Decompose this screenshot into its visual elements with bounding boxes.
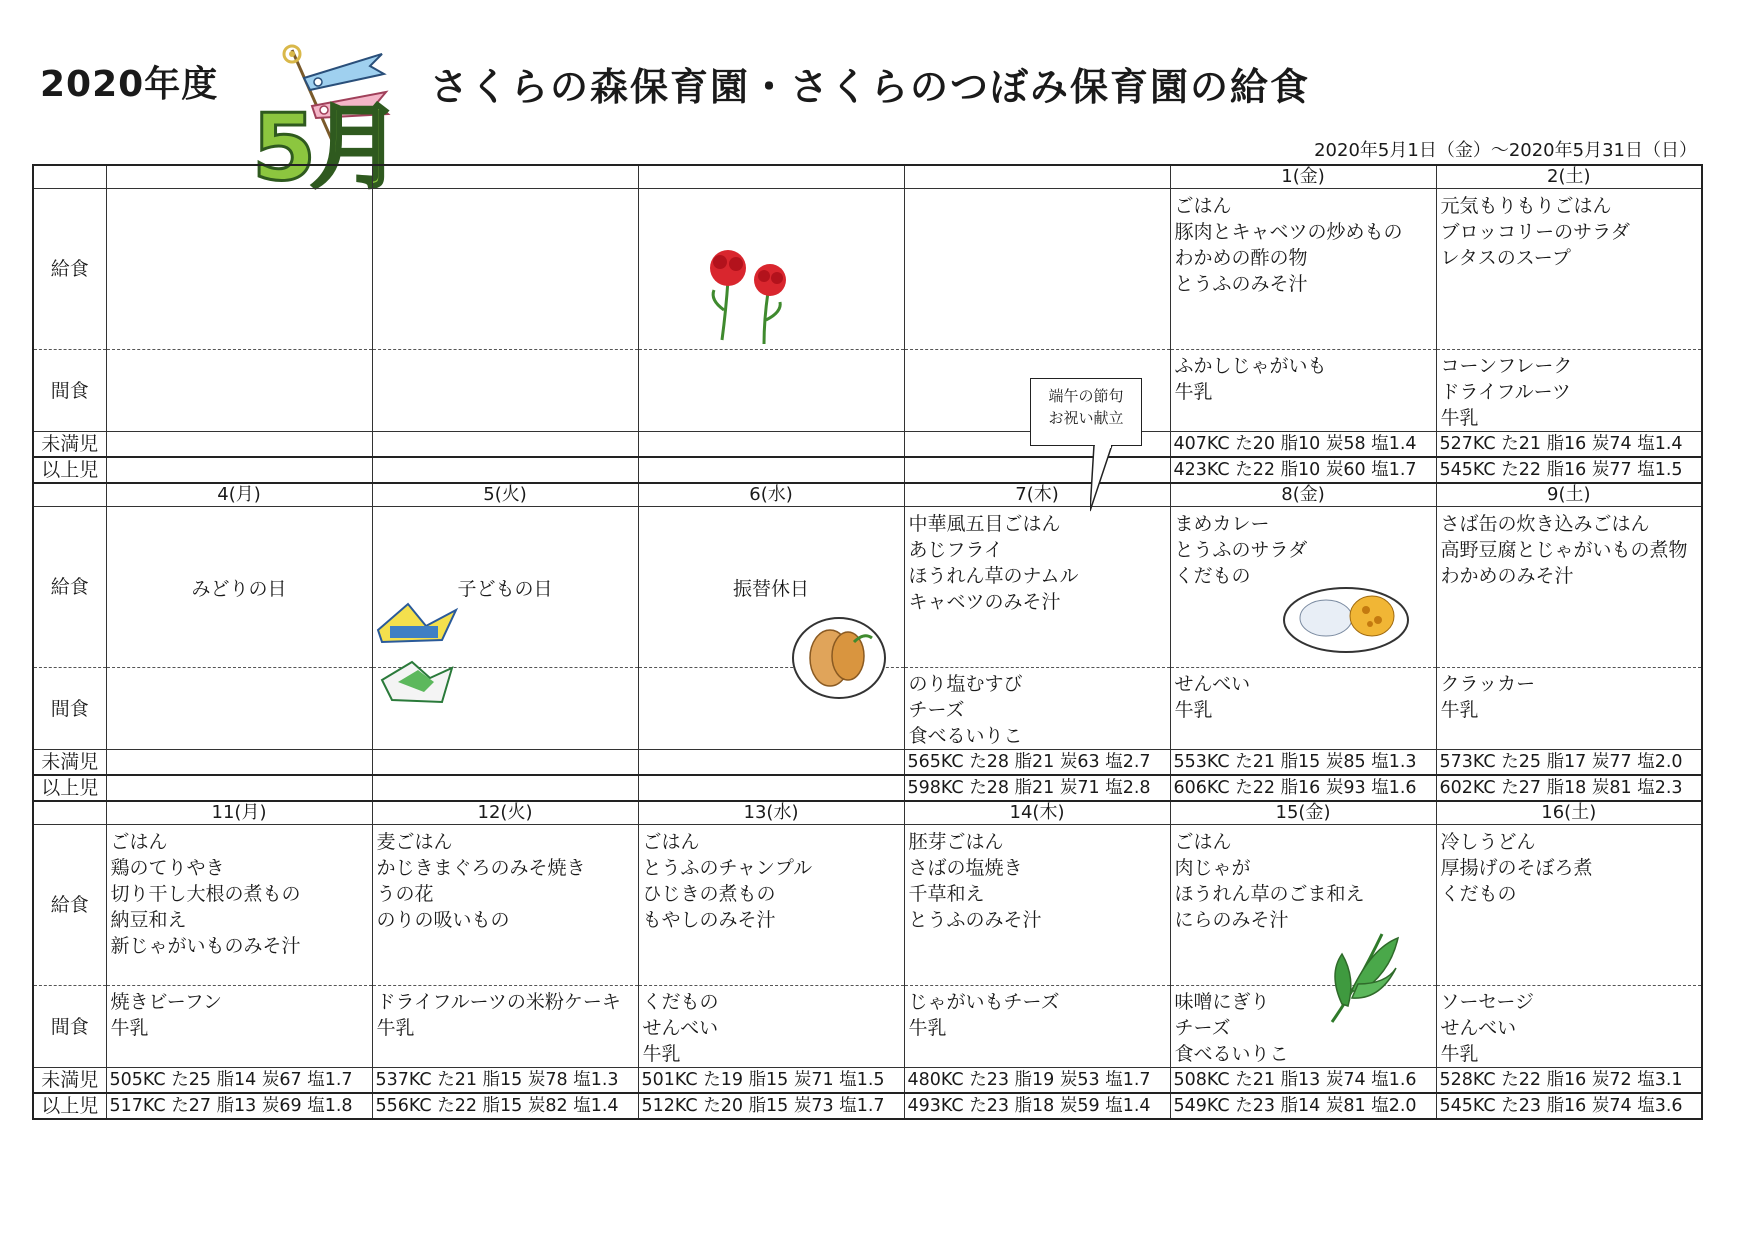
snack-menu-cell: [106, 350, 372, 432]
nutrition-value: 423KC た22 脂10 炭60 塩1.7: [1170, 457, 1436, 483]
nutrition-value: 508KC た21 脂13 炭74 塩1.6: [1170, 1068, 1436, 1094]
lunch-item: にらのみそ汁: [1174, 909, 1289, 931]
label-cell-empty: [33, 165, 106, 189]
lunch-menu-cell: [1170, 189, 1436, 350]
nutrition-value: [106, 432, 372, 458]
nutrition-value: 528KC た22 脂16 炭72 塩3.1: [1436, 1068, 1702, 1094]
spinach-illustration-icon: [1312, 928, 1404, 1026]
lunch-item: まめカレー: [1174, 513, 1270, 535]
snack-item: 味噌にぎり: [1174, 991, 1270, 1013]
lunch-item: ブロッコリーのサラダ: [1440, 221, 1630, 243]
callout-line: 端午の節句: [1048, 387, 1124, 405]
aji-fry-plate-illustration-icon: [790, 612, 888, 702]
holiday-note: みどりの日: [106, 507, 372, 668]
lunch-item: とうふのチャンプル: [642, 857, 813, 879]
snack-item: のり塩むすび: [908, 673, 1023, 695]
lunch-item: くだもの: [1440, 883, 1517, 905]
snack-menu-cell: [372, 350, 638, 432]
snack-row: [33, 986, 1702, 1068]
lunch-item: 納豆和え: [110, 909, 187, 931]
page-title: さくらの森保育園・さくらのつぼみ保育園の給食: [430, 65, 1311, 109]
lunch-item: 千草和え: [908, 883, 985, 905]
row-label-snack: 間食: [33, 986, 106, 1068]
snack-menu-cell: [1436, 986, 1702, 1068]
lunch-item: 切り干し大根の煮もの: [110, 883, 301, 905]
row-label-under: 未満児: [33, 432, 106, 458]
lunch-item: 肉じゃが: [1174, 857, 1251, 879]
snack-item: くだもの: [642, 991, 719, 1013]
holiday-note: 子どもの日: [372, 507, 638, 668]
mame-curry-plate-illustration-icon: [1280, 580, 1412, 656]
row-label-over: 以上児: [33, 1093, 106, 1119]
nutrition-row-under: [33, 432, 1702, 458]
day-date: 8(金): [1170, 483, 1436, 507]
lunch-menu-cell: [106, 825, 372, 986]
day-date: [372, 165, 638, 189]
lunch-item: くだもの: [1174, 565, 1251, 587]
callout-line: お祝い献立: [1048, 409, 1124, 427]
snack-item: 食べるいりこ: [1174, 1043, 1289, 1065]
lunch-row: [33, 825, 1702, 986]
day-date: 11(月): [106, 801, 372, 825]
snack-item: 牛乳: [1440, 407, 1479, 429]
nutrition-value: 556KC た22 脂15 炭82 塩1.4: [372, 1093, 638, 1119]
row-label-over: 以上児: [33, 457, 106, 483]
day-date: [638, 165, 904, 189]
lunch-item: 高野豆腐とじゃがいもの煮物: [1440, 539, 1688, 561]
lunch-item: とうふのみそ汁: [1174, 273, 1308, 295]
lunch-item: 鶏のてりやき: [110, 857, 225, 879]
nutrition-value: 606KC た22 脂16 炭93 塩1.6: [1170, 775, 1436, 801]
nutrition-value: [372, 432, 638, 458]
day-date: 1(金): [1170, 165, 1436, 189]
nutrition-value: [638, 432, 904, 458]
snack-item: せんべい: [1174, 673, 1251, 695]
snack-menu-cell: [638, 986, 904, 1068]
lunch-item: ごはん: [110, 831, 168, 853]
snack-menu-cell: [1170, 350, 1436, 432]
lunch-menu-cell: [106, 189, 372, 350]
lunch-item: とうふのみそ汁: [908, 909, 1042, 931]
snack-item: 牛乳: [1440, 699, 1479, 721]
lunch-item: ほうれん草のごま和え: [1174, 883, 1365, 905]
nutrition-value: 545KC た22 脂16 炭77 塩1.5: [1436, 457, 1702, 483]
lunch-menu-cell: [638, 825, 904, 986]
lunch-item: ほうれん草のナムル: [908, 565, 1079, 587]
lunch-item: キャベツのみそ汁: [908, 591, 1061, 613]
snack-item: じゃがいもチーズ: [908, 991, 1060, 1013]
tango-festival-callout: [1030, 378, 1142, 446]
snack-menu-cell: [1436, 350, 1702, 432]
nutrition-value: 549KC た23 脂14 炭81 塩2.0: [1170, 1093, 1436, 1119]
nutrition-value: 505KC た25 脂14 炭67 塩1.7: [106, 1068, 372, 1094]
day-date: [904, 165, 1170, 189]
snack-item: 牛乳: [376, 1017, 415, 1039]
lunch-menu-cell: [1436, 507, 1702, 668]
callout-pointer-icon: [1090, 445, 1120, 515]
lunch-item: ごはん: [1174, 195, 1232, 217]
lunch-item: かじきまぐろのみそ焼き: [376, 857, 586, 879]
nutrition-value: [106, 457, 372, 483]
week-date-row: [33, 483, 1702, 507]
week-date-row: [33, 165, 1702, 189]
snack-item: ふかしじゃがいも: [1174, 355, 1327, 377]
lunch-menu-cell: [1436, 825, 1702, 986]
snack-item: 牛乳: [642, 1043, 681, 1065]
lunch-menu-cell: [1436, 189, 1702, 350]
lunch-item: もやしのみそ汁: [642, 909, 776, 931]
snack-row: [33, 350, 1702, 432]
snack-item: ソーセージ: [1440, 991, 1534, 1013]
snack-menu-cell: [638, 350, 904, 432]
lunch-item: うの花: [376, 883, 434, 905]
snack-menu-cell: [106, 986, 372, 1068]
nutrition-value: 565KC た28 脂21 炭63 塩2.7: [904, 750, 1170, 776]
snack-item: コーンフレーク: [1440, 355, 1573, 377]
snack-menu-cell: [1170, 668, 1436, 750]
nutrition-value: 493KC た23 脂18 炭59 塩1.4: [904, 1093, 1170, 1119]
nutrition-value: 407KC た20 脂10 炭58 塩1.4: [1170, 432, 1436, 458]
row-label-lunch: 給食: [33, 825, 106, 986]
day-date: [106, 165, 372, 189]
row-label-lunch: 給食: [33, 189, 106, 350]
lunch-menu-cell: [904, 507, 1170, 668]
nutrition-value: [372, 457, 638, 483]
row-label-snack: 間食: [33, 350, 106, 432]
kabuto-helmet-illustration-icon: [372, 600, 462, 720]
day-date: 16(土): [1436, 801, 1702, 825]
lunch-item: さば缶の炊き込みごはん: [1440, 513, 1650, 535]
row-label-lunch: 給食: [33, 507, 106, 668]
snack-menu-cell: [372, 986, 638, 1068]
lunch-item: 元気もりもりごはん: [1440, 195, 1612, 217]
snack-menu-cell: [1436, 668, 1702, 750]
nutrition-row-over: [33, 1093, 1702, 1119]
nutrition-value: 537KC た21 脂15 炭78 塩1.3: [372, 1068, 638, 1094]
snack-item: チーズ: [1174, 1017, 1231, 1039]
day-date: 14(木): [904, 801, 1170, 825]
day-date: 15(金): [1170, 801, 1436, 825]
row-label-under: 未満児: [33, 750, 106, 776]
snack-item: 牛乳: [110, 1017, 149, 1039]
snack-item: せんべい: [642, 1017, 719, 1039]
snack-item: ドライフルーツ: [1440, 381, 1571, 403]
row-label-over: 以上児: [33, 775, 106, 801]
carnation-illustration-icon: [690, 240, 800, 350]
lunch-item: 胚芽ごはん: [908, 831, 1004, 853]
snack-item: 食べるいりこ: [908, 725, 1023, 747]
lunch-item: ひじきの煮もの: [642, 883, 776, 905]
lunch-item: レタスのスープ: [1440, 247, 1571, 269]
nutrition-value: [904, 457, 1170, 483]
month-badge-text: 5月: [252, 94, 397, 201]
lunch-item: 豚肉とキャベツの炒めもの: [1174, 221, 1403, 243]
snack-menu-cell: [904, 986, 1170, 1068]
lunch-item: わかめの酢の物: [1174, 247, 1308, 269]
menu-period: 2020年5月1日（金）～2020年5月31日（日）: [1314, 140, 1697, 161]
snack-menu-cell: [106, 668, 372, 750]
holiday-note: 振替休日: [638, 507, 904, 668]
nutrition-value: 545KC た23 脂16 炭74 塩3.6: [1436, 1093, 1702, 1119]
lunch-item: 冷しうどん: [1440, 831, 1536, 853]
lunch-item: ごはん: [1174, 831, 1232, 853]
week-date-row: [33, 801, 1702, 825]
nutrition-row-over: [33, 775, 1702, 801]
snack-item: せんべい: [1440, 1017, 1517, 1039]
label-cell-empty: [33, 801, 106, 825]
fiscal-year: 2020年度: [40, 64, 219, 105]
lunch-item: あじフライ: [908, 539, 1003, 561]
snack-item: 焼きビーフン: [110, 991, 223, 1013]
nutrition-row-over: [33, 457, 1702, 483]
snack-item: クラッカー: [1440, 673, 1536, 695]
nutrition-value: [638, 457, 904, 483]
nutrition-value: 517KC た27 脂13 炭69 塩1.8: [106, 1093, 372, 1119]
nutrition-value: [372, 750, 638, 776]
lunch-item: のりの吸いもの: [376, 909, 510, 931]
nutrition-value: 573KC た25 脂17 炭77 塩2.0: [1436, 750, 1702, 776]
day-date: 2(土): [1436, 165, 1702, 189]
snack-item: 牛乳: [1174, 381, 1213, 403]
day-date: 7(木): [904, 483, 1170, 507]
lunch-menu-cell: [372, 825, 638, 986]
nutrition-value: 602KC た27 脂18 炭81 塩2.3: [1436, 775, 1702, 801]
nutrition-value: [372, 775, 638, 801]
snack-item: ドライフルーツの米粉ケーキ: [376, 991, 621, 1013]
lunch-row: [33, 189, 1702, 350]
nutrition-value: [638, 750, 904, 776]
day-date: 4(月): [106, 483, 372, 507]
day-date: 5(火): [372, 483, 638, 507]
lunch-item: 厚揚げのそぼろ煮: [1440, 857, 1593, 879]
nutrition-value: [106, 750, 372, 776]
nutrition-row-under: [33, 1068, 1702, 1094]
label-cell-empty: [33, 483, 106, 507]
lunch-item: 中華風五目ごはん: [908, 513, 1061, 535]
day-date: 13(水): [638, 801, 904, 825]
lunch-item: とうふのサラダ: [1174, 539, 1308, 561]
nutrition-value: [638, 775, 904, 801]
snack-item: 牛乳: [1440, 1043, 1479, 1065]
lunch-menu-cell: [372, 189, 638, 350]
nutrition-value: [106, 775, 372, 801]
lunch-item: 新じゃがいものみそ汁: [110, 935, 301, 957]
nutrition-value: 527KC た21 脂16 炭74 塩1.4: [1436, 432, 1702, 458]
nutrition-value: 598KC た28 脂21 炭71 塩2.8: [904, 775, 1170, 801]
lunch-item: さばの塩焼き: [908, 857, 1023, 879]
lunch-menu-cell: [904, 825, 1170, 986]
lunch-item: 麦ごはん: [376, 831, 453, 853]
day-date: 9(土): [1436, 483, 1702, 507]
lunch-item: ごはん: [642, 831, 700, 853]
nutrition-value: 501KC た19 脂15 炭71 塩1.5: [638, 1068, 904, 1094]
day-date: 6(水): [638, 483, 904, 507]
snack-item: 牛乳: [1174, 699, 1213, 721]
snack-item: 牛乳: [908, 1017, 947, 1039]
snack-menu-cell: [904, 668, 1170, 750]
nutrition-value: 553KC た21 脂15 炭85 塩1.3: [1170, 750, 1436, 776]
row-label-snack: 間食: [33, 668, 106, 750]
nutrition-row-under: [33, 750, 1702, 776]
nutrition-value: 480KC た23 脂19 炭53 塩1.7: [904, 1068, 1170, 1094]
lunch-menu-cell: [904, 189, 1170, 350]
snack-item: チーズ: [908, 699, 965, 721]
nutrition-value: 512KC た20 脂15 炭73 塩1.7: [638, 1093, 904, 1119]
day-date: 12(火): [372, 801, 638, 825]
lunch-item: わかめのみそ汁: [1440, 565, 1574, 587]
row-label-under: 未満児: [33, 1068, 106, 1094]
